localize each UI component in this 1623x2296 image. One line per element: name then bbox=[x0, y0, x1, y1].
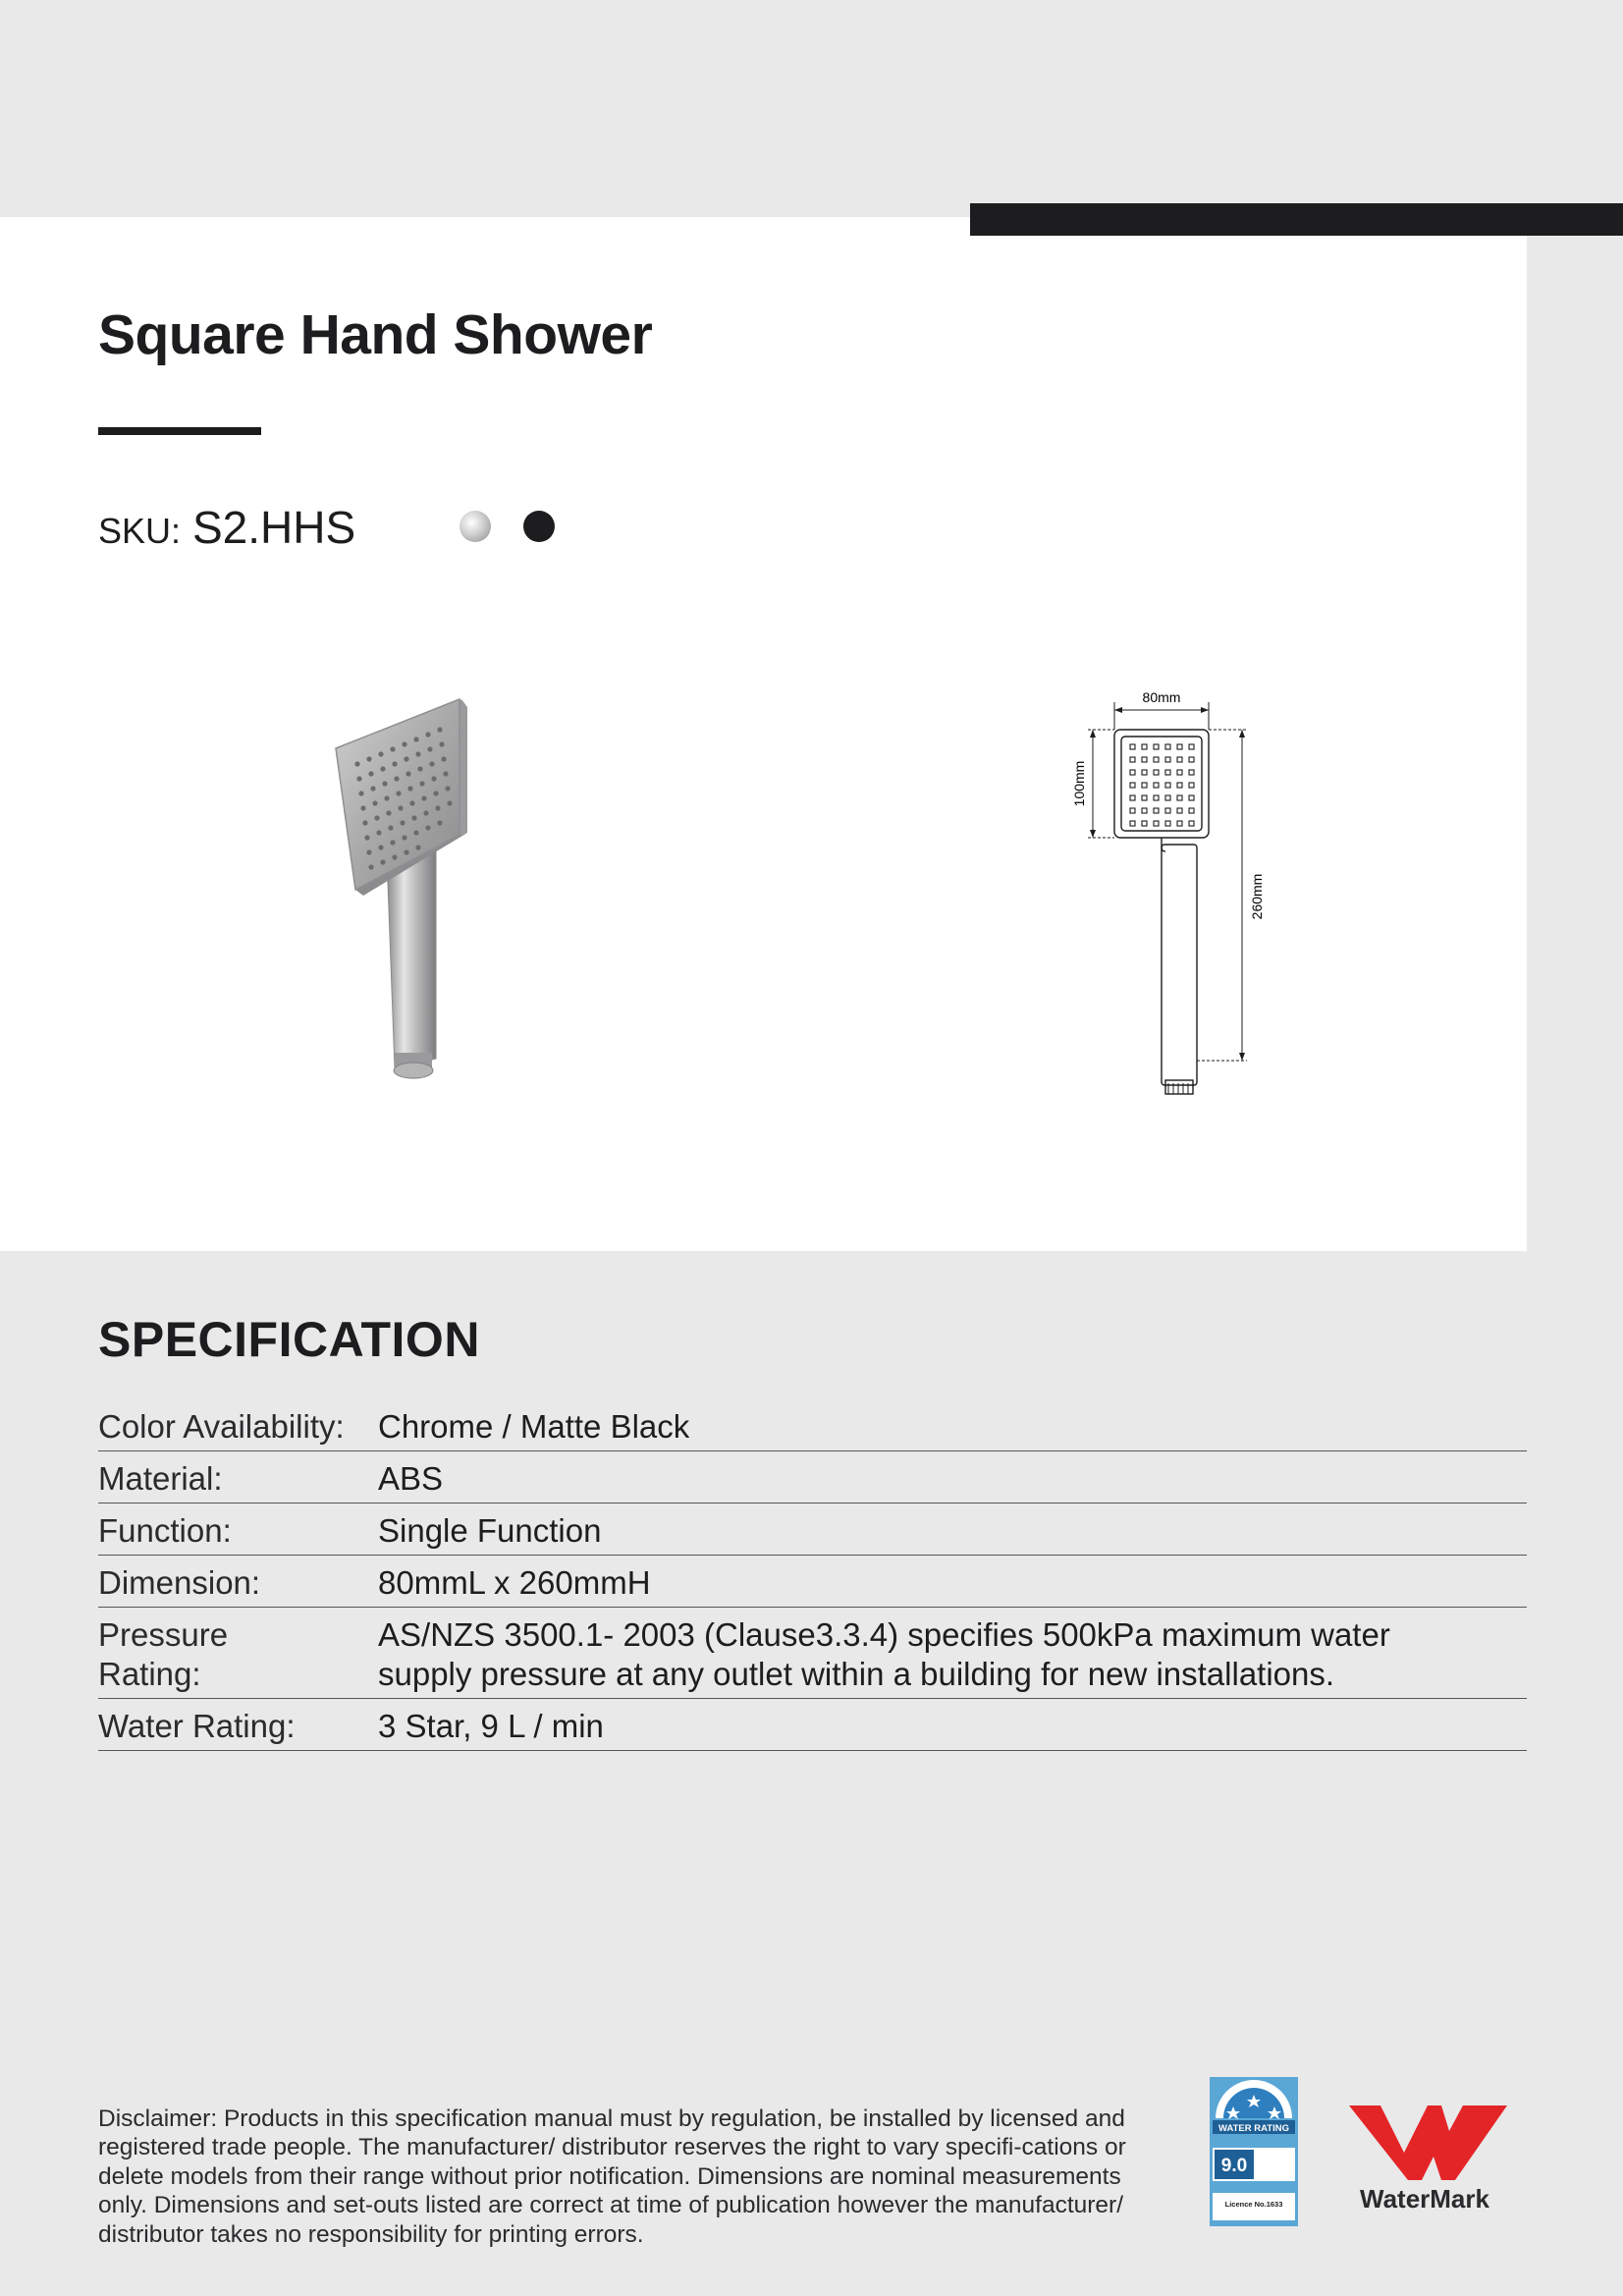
header-accent-bar bbox=[970, 203, 1623, 236]
water-rating-badge bbox=[1210, 2077, 1298, 2226]
disclaimer-text: Disclaimer: Products in this specification manual must by regulation, be installed by licensed and registered trade people. The manufacturer/ distributor reserves the right to vary specifi-cations or delete models from their range without prior notification. Dimensions are nominal measurements only. Dimensions and set-outs listed are correct at time of publication however the manufacturer/ distributor takes no responsibility for printing errors. bbox=[98, 2105, 1126, 2248]
sku-value: S2.HHS bbox=[192, 502, 356, 553]
spec-key: Color Availability: bbox=[98, 1408, 345, 1445]
spec-row-material bbox=[98, 1451, 1527, 1503]
spec-key: Pressure Rating: bbox=[98, 1616, 229, 1692]
spec-row-water-rating bbox=[98, 1699, 1527, 1751]
spec-row-function bbox=[98, 1503, 1527, 1556]
title-underline bbox=[98, 427, 261, 435]
sku-label: SKU: bbox=[98, 511, 182, 551]
spec-value: ABS bbox=[378, 1460, 444, 1497]
total-height-dimension-label: 260mm bbox=[1249, 873, 1265, 920]
spec-value: Chrome / Matte Black bbox=[378, 1408, 690, 1445]
spec-value: 80mmL x 260mmH bbox=[378, 1564, 651, 1601]
chrome-finish-swatch bbox=[460, 511, 491, 542]
spec-key: Material: bbox=[98, 1460, 223, 1497]
spec-value: AS/NZS 3500.1- 2003 (Clause3.3.4) specifies 500kPa maximum water supply pressure at any outlet within a building for new installations. bbox=[378, 1616, 1390, 1692]
head-height-dimension-label: 100mm bbox=[1071, 760, 1087, 807]
water-rating-value: 9.0 bbox=[1220, 2156, 1248, 2176]
spec-key: Water Rating: bbox=[98, 1708, 296, 1744]
matte-black-finish-swatch bbox=[523, 511, 555, 542]
watermark-name: WaterMark bbox=[1360, 2184, 1489, 2214]
spec-row-color bbox=[98, 1399, 1527, 1451]
width-dimension-label: 80mm bbox=[1142, 689, 1181, 705]
spec-key: Dimension: bbox=[98, 1564, 261, 1601]
specification-heading: SPECIFICATION bbox=[98, 1312, 480, 1367]
product-title: Square Hand Shower bbox=[98, 303, 653, 366]
spec-key: Function: bbox=[98, 1512, 232, 1549]
dimension-drawing bbox=[1060, 683, 1301, 1095]
specification-table bbox=[98, 1399, 1527, 1751]
water-rating-licence: Licence No.1633 bbox=[1224, 2200, 1283, 2209]
spec-value: Single Function bbox=[378, 1512, 602, 1549]
water-rating-title: WATER RATING bbox=[1218, 2123, 1289, 2134]
spec-row-dimension bbox=[98, 1556, 1527, 1608]
product-photo bbox=[324, 687, 481, 1080]
spec-row-pressure bbox=[98, 1608, 1527, 1699]
spec-value: 3 Star, 9 L / min bbox=[378, 1708, 604, 1744]
